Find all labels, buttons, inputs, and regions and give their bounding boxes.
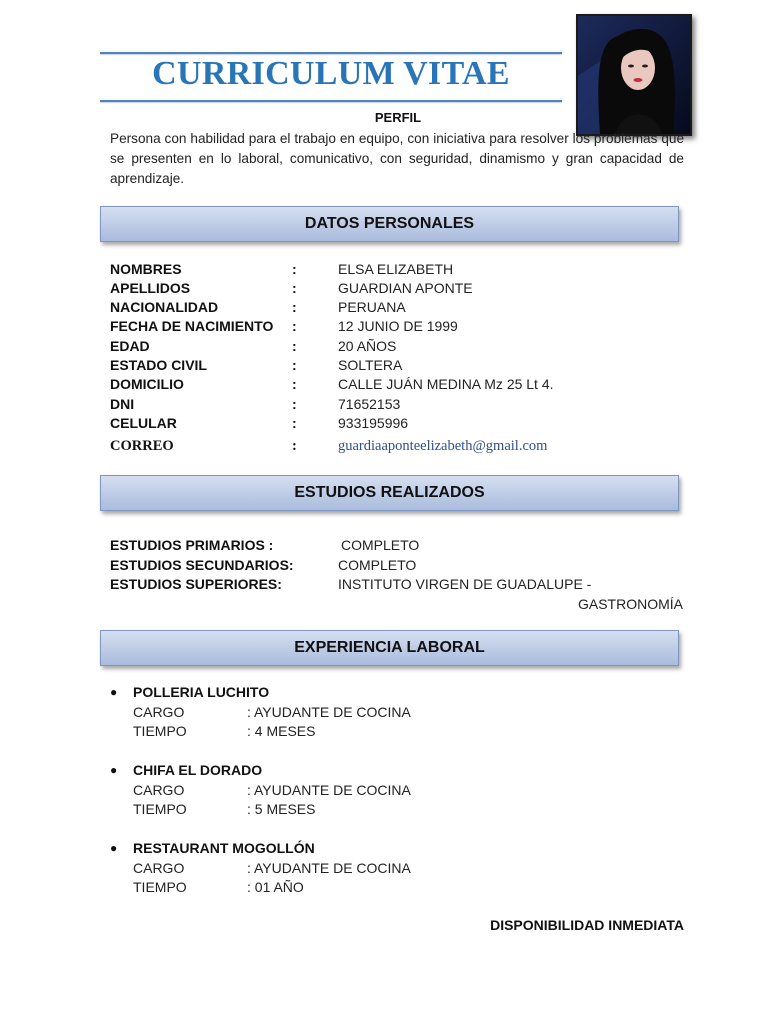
- job-name: RESTAURANT MOGOLLÓN: [133, 840, 315, 856]
- datos-colon: :: [292, 261, 297, 277]
- datos-label: APELLIDOS: [110, 280, 191, 296]
- datos-value: GUARDIAN APONTE: [338, 280, 473, 296]
- datos-label: NOMBRES: [110, 261, 182, 277]
- datos-label: CORREO: [110, 438, 174, 454]
- datos-label: DOMICILIO: [110, 376, 184, 392]
- estudios-value: COMPLETO: [341, 537, 420, 553]
- cargo-value: : AYUDANTE DE COCINA: [247, 860, 411, 876]
- datos-label: FECHA DE NACIMIENTO: [110, 318, 274, 334]
- estudios-label: ESTUDIOS SUPERIORES:: [110, 576, 282, 592]
- cargo-value: : AYUDANTE DE COCINA: [247, 704, 411, 720]
- datos-value: 933195996: [338, 415, 409, 431]
- bullet-icon: ●: [110, 763, 118, 777]
- datos-label: DNI: [110, 396, 135, 412]
- tiempo-label: TIEMPO: [133, 879, 187, 895]
- datos-label: EDAD: [110, 338, 150, 354]
- datos-colon: :: [292, 438, 297, 454]
- disponibilidad-note: DISPONIBILIDAD INMEDIATA: [490, 917, 684, 933]
- datos-value: PERUANA: [338, 299, 406, 315]
- estudios-value: COMPLETO: [338, 557, 417, 573]
- tiempo-value: : 4 MESES: [247, 723, 316, 739]
- estudios-label: ESTUDIOS SECUNDARIOS:: [110, 557, 294, 573]
- datos-value: 20 AÑOS: [338, 338, 397, 354]
- cargo-label: CARGO: [133, 782, 185, 798]
- datos-label: CELULAR: [110, 415, 177, 431]
- page-title: CURRICULUM VITAE: [152, 55, 510, 92]
- estudios-value: INSTITUTO VIRGEN DE GUADALUPE -: [338, 576, 592, 592]
- datos-colon: :: [292, 280, 297, 296]
- datos-value: SOLTERA: [338, 357, 403, 373]
- tiempo-value: : 01 AÑO: [247, 879, 304, 895]
- perfil-text: Persona con habilidad para el trabajo en equipo, con iniciativa para resolver los problemas que se presenten en lo laboral, comunicativo, con seguridad, dinamismo y gran capacidad de aprendizaje.: [110, 131, 684, 186]
- bullet-icon: ●: [110, 685, 118, 699]
- bullet-icon: ●: [110, 841, 118, 855]
- datos-colon: :: [292, 299, 297, 315]
- datos-colon: :: [292, 376, 297, 392]
- datos-label: ESTADO CIVIL: [110, 357, 207, 373]
- datos-label: NACIONALIDAD: [110, 299, 219, 315]
- datos-colon: :: [292, 357, 297, 373]
- datos-colon: :: [292, 338, 297, 354]
- datos-value: 12 JUNIO DE 1999: [338, 318, 458, 334]
- section-datos-personales: DATOS PERSONALES: [100, 206, 679, 242]
- datos-colon: :: [292, 318, 297, 334]
- title-rule-bottom: [100, 100, 562, 102]
- estudios-label: ESTUDIOS PRIMARIOS :: [110, 537, 274, 553]
- datos-colon: :: [292, 396, 297, 412]
- datos-value: ELSA ELIZABETH: [338, 261, 454, 277]
- estudios-continuation: GASTRONOMÍA: [577, 596, 683, 612]
- datos-colon: :: [292, 415, 297, 431]
- cargo-value: : AYUDANTE DE COCINA: [247, 782, 411, 798]
- datos-value: CALLE JUÁN MEDINA Mz 25 Lt 4.: [338, 376, 554, 392]
- tiempo-label: TIEMPO: [133, 723, 187, 739]
- email-link[interactable]: guardiaaponteelizabeth@gmail.com: [338, 438, 548, 454]
- datos-value: 71652153: [338, 396, 401, 412]
- section-estudios-realizados: ESTUDIOS REALIZADOS: [100, 475, 679, 511]
- tiempo-value: : 5 MESES: [247, 801, 316, 817]
- cargo-label: CARGO: [133, 704, 185, 720]
- tiempo-label: TIEMPO: [133, 801, 187, 817]
- perfil-heading: PERFIL: [374, 110, 422, 125]
- cargo-label: CARGO: [133, 860, 185, 876]
- section-experiencia-laboral: EXPERIENCIA LABORAL: [100, 630, 679, 666]
- job-name: CHIFA EL DORADO: [133, 762, 263, 778]
- job-name: POLLERIA LUCHITO: [133, 684, 270, 700]
